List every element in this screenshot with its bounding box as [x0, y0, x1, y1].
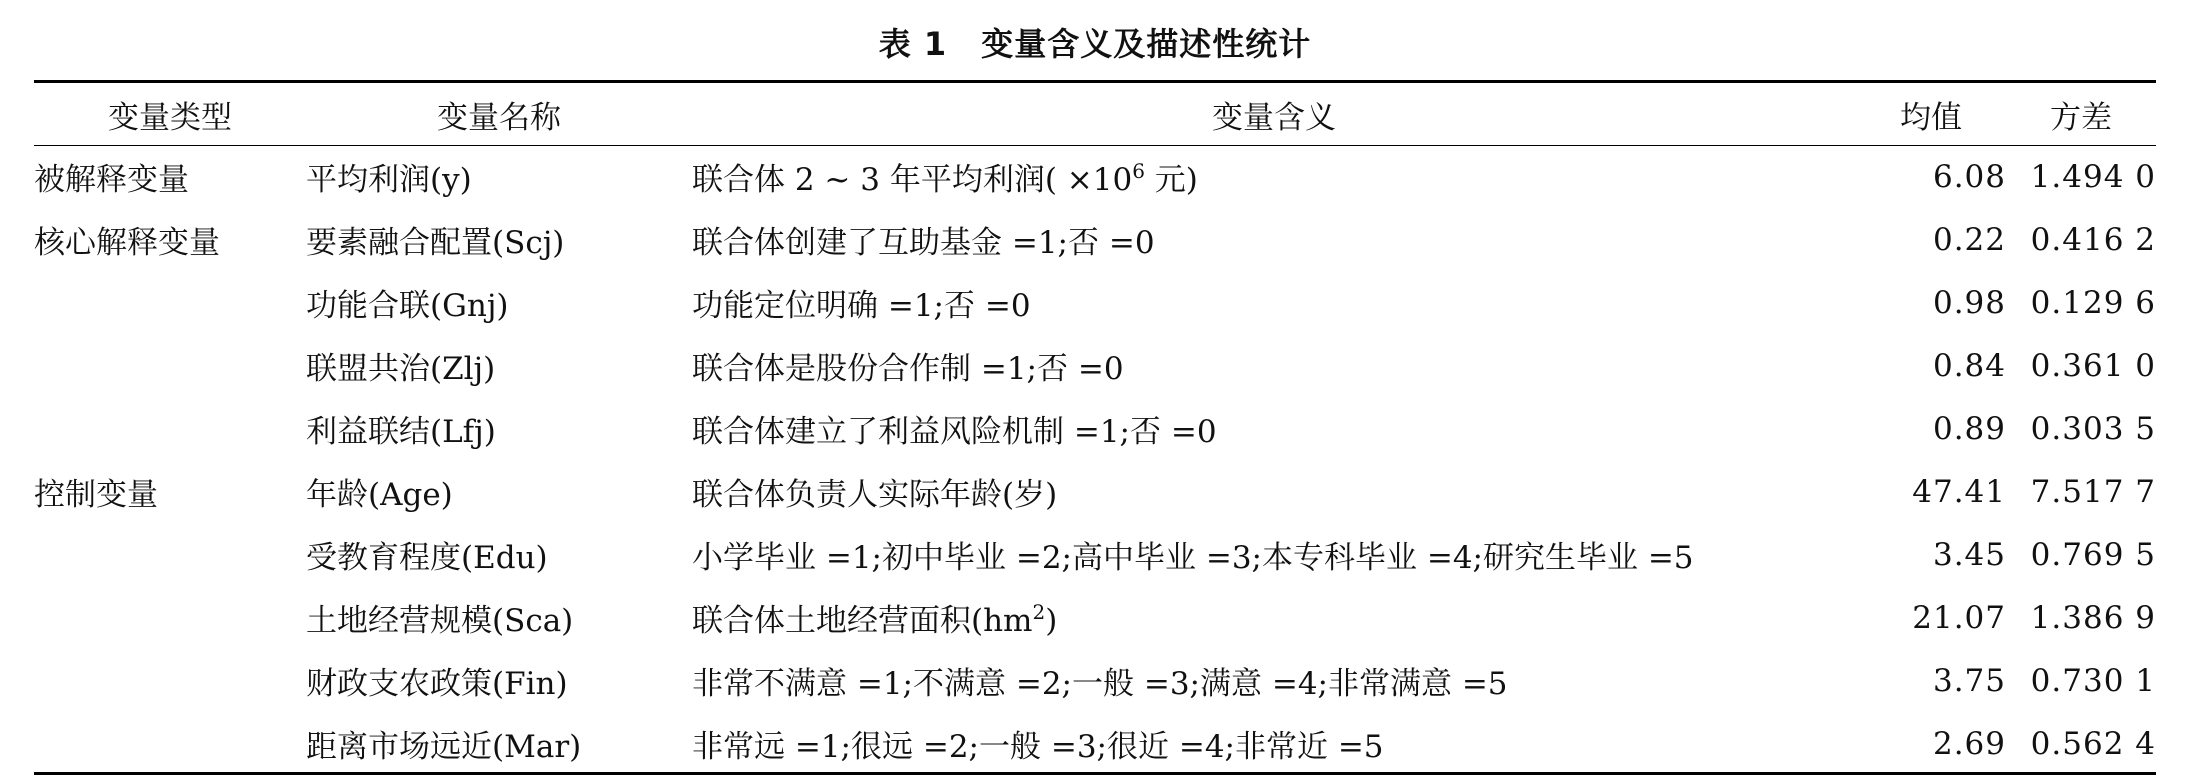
cell-type — [34, 271, 306, 334]
cell-mean: 0.84 — [1932, 347, 2006, 384]
definition-text-suffix: ) — [1045, 603, 1058, 639]
table-row — [34, 145, 2156, 208]
cell-name: 联盟共治(Zlj) — [306, 351, 496, 387]
definition-text: 联合体 2 ~ 3 年平均利润( ×10 — [692, 162, 1133, 198]
cell-name: 财政支农政策(Fin) — [306, 666, 568, 702]
cell-type — [34, 649, 306, 712]
cell-variance: 0.129 6 — [2030, 284, 2156, 321]
cell-mean: 0.89 — [1932, 410, 2006, 447]
table-caption-label: 表 1 — [878, 25, 948, 63]
cell-mean: 2.69 — [1932, 725, 2006, 762]
cell-name: 要素融合配置(Scj) — [306, 225, 565, 261]
descriptive-statistics-table — [34, 83, 2156, 775]
cell-type — [34, 586, 306, 649]
cell-definition: 联合体是股份合作制 =1;否 =0 — [692, 351, 1124, 387]
cell-type — [34, 397, 306, 460]
cell-type — [34, 523, 306, 586]
cell-name: 土地经营规模(Sca) — [306, 603, 574, 639]
cell-definition: 非常远 =1;很远 =2;一般 =3;很近 =4;非常近 =5 — [692, 729, 1384, 765]
cell-mean: 0.98 — [1932, 284, 2006, 321]
table-row — [34, 271, 2156, 334]
cell-type — [34, 712, 306, 775]
table-row — [34, 208, 2156, 271]
cell-type: 控制变量 — [34, 477, 158, 513]
header-variable-type: 变量类型 — [108, 99, 232, 136]
cell-definition — [692, 145, 1856, 208]
cell-mean: 6.08 — [1932, 158, 2006, 195]
table-row — [34, 334, 2156, 397]
table-row — [34, 649, 2156, 712]
header-mean: 均值 — [1900, 99, 1962, 136]
cell-mean: 0.22 — [1932, 221, 2006, 258]
table-header-row — [34, 83, 2156, 145]
cell-variance: 0.769 5 — [2030, 536, 2156, 573]
cell-variance: 7.517 7 — [2030, 473, 2156, 510]
definition-superscript: 6 — [1132, 159, 1145, 183]
cell-mean: 3.45 — [1932, 536, 2006, 573]
cell-definition — [692, 586, 1856, 649]
cell-type — [34, 334, 306, 397]
table-caption-title: 变量含义及描述性统计 — [981, 25, 1312, 63]
cell-definition: 联合体负责人实际年龄(岁) — [692, 477, 1058, 513]
table-row — [34, 397, 2156, 460]
cell-name: 功能合联(Gnj) — [306, 288, 509, 324]
cell-definition: 联合体建立了利益风险机制 =1;否 =0 — [692, 414, 1217, 450]
cell-mean: 21.07 — [1912, 599, 2006, 636]
table-caption — [0, 22, 2190, 66]
cell-name: 年龄(Age) — [306, 477, 453, 513]
cell-type: 被解释变量 — [34, 162, 189, 198]
definition-superscript: 2 — [1032, 600, 1046, 624]
cell-name: 距离市场远近(Mar) — [306, 729, 582, 765]
definition-text: 联合体土地经营面积(hm — [692, 603, 1033, 639]
cell-variance: 0.416 2 — [2030, 221, 2156, 258]
cell-definition: 功能定位明确 =1;否 =0 — [692, 288, 1031, 324]
cell-mean: 3.75 — [1932, 662, 2006, 699]
cell-variance: 0.361 0 — [2030, 347, 2156, 384]
cell-name: 平均利润(y) — [306, 162, 472, 198]
cell-variance: 0.730 1 — [2030, 662, 2156, 699]
cell-variance: 1.386 9 — [2030, 599, 2156, 636]
cell-type: 核心解释变量 — [34, 225, 220, 261]
cell-variance: 0.562 4 — [2030, 725, 2156, 762]
cell-definition: 非常不满意 =1;不满意 =2;一般 =3;满意 =4;非常满意 =5 — [692, 666, 1508, 702]
definition-text-suffix: 元) — [1144, 162, 1198, 198]
table-row — [34, 460, 2156, 523]
cell-variance: 1.494 0 — [2030, 158, 2156, 195]
cell-name: 利益联结(Lfj) — [306, 414, 496, 450]
cell-definition: 联合体创建了互助基金 =1;否 =0 — [692, 225, 1155, 261]
table-row — [34, 586, 2156, 649]
cell-variance: 0.303 5 — [2030, 410, 2156, 447]
cell-mean: 47.41 — [1912, 473, 2006, 510]
cell-name: 受教育程度(Edu) — [306, 540, 548, 576]
header-variable-definition: 变量含义 — [1212, 99, 1336, 136]
header-variance: 方差 — [2050, 99, 2112, 136]
table-row — [34, 523, 2156, 586]
header-variable-name: 变量名称 — [437, 99, 561, 136]
table-row — [34, 712, 2156, 775]
cell-definition: 小学毕业 =1;初中毕业 =2;高中毕业 =3;本专科毕业 =4;研究生毕业 =5 — [692, 540, 1694, 576]
